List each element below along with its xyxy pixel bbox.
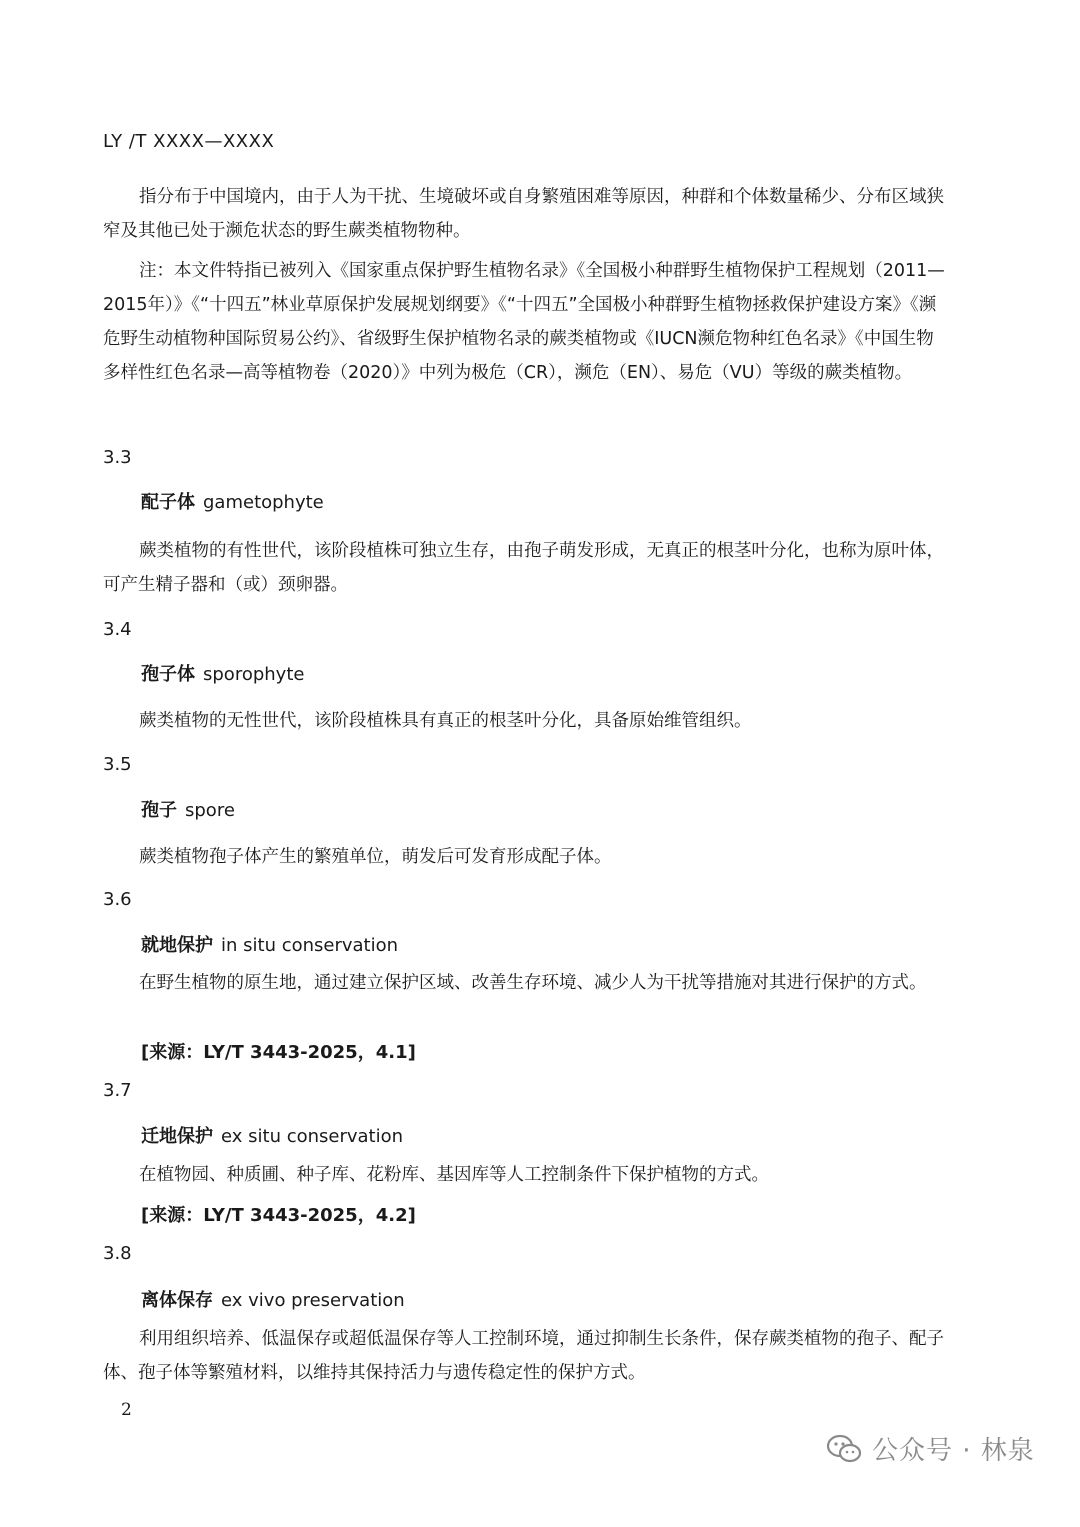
standard-code-header: LY /T XXXX—XXXX (103, 131, 275, 152)
term-name-zh: 孢子 (141, 800, 177, 821)
term-definition: 蕨类植物孢子体产生的繁殖单位，萌发后可发育形成配子体。 (139, 847, 612, 867)
watermark-text: 公众号 · 林泉 (872, 1436, 1035, 1466)
term-name-zh: 孢子体 (141, 664, 195, 685)
term-definition: 蕨类植物的有性世代，该阶段植株可独立生存，由孢子萌发形成，无真正的根茎叶分化，也称为原叶体，可产生精子器和（或）颈卵器。 (103, 541, 944, 595)
term-name-zh: 就地保护 (141, 935, 213, 956)
term-heading (141, 488, 324, 514)
term-number: 3.8 (103, 1243, 132, 1264)
term-number: 3.3 (103, 447, 132, 468)
intro-definition: 指分布于中国境内，由于人为干扰、生境破坏或自身繁殖困难等原因，种群和个体数量稀少、分布区域狭窄及其他已处于濒危状态的野生蕨类植物物种。 (103, 187, 944, 241)
term-number: 3.4 (103, 619, 132, 640)
term-name-en: ex vivo preservation (221, 1290, 405, 1311)
term-definition: 在野生植物的原生地，通过建立保护区域、改善生存环境、减少人为干扰等措施对其进行保护的方式。 (139, 973, 927, 993)
term-source: [来源：LY/T 3443-2025，4.2] (141, 1205, 416, 1226)
term-source: [来源：LY/T 3443-2025，4.1] (141, 1042, 416, 1063)
wechat-icon (826, 1434, 862, 1464)
term-definition: 利用组织培养、低温保存或超低温保存等人工控制环境，通过抑制生长条件，保存蕨类植物的孢子、配子体、孢子体等繁殖材料，以维持其保持活力与遗传稳定性的保护方式。 (103, 1329, 944, 1383)
term-number: 3.5 (103, 754, 132, 775)
term-definition: 在植物园、种质圃、种子库、花粉库、基因库等人工控制条件下保护植物的方式。 (139, 1165, 769, 1185)
term-number: 3.7 (103, 1080, 132, 1101)
term-name-zh: 离体保存 (141, 1290, 213, 1311)
term-name-en: gametophyte (203, 492, 324, 513)
term-name-zh: 配子体 (141, 492, 195, 513)
watermark (826, 1430, 1035, 1467)
term-name-en: in situ conservation (221, 935, 399, 956)
term-definition: 蕨类植物的无性世代，该阶段植株具有真正的根茎叶分化，具备原始维管组织。 (139, 711, 752, 731)
term-heading (141, 931, 398, 957)
intro-note: 注：本文件特指已被列入《国家重点保护野生植物名录》《全国极小种群野生植物保护工程规划（2011—2015年）》《“十四五”林业草原保护发展规划纲要》《“十四五”全国极小种群野生植物拯救保护建设方案》《濒危野生动植物种国际贸易公约》、省级野生保护植物名录的蕨类植物或《IUCN濒危物种红色名录》《中国生物多样性红色名录—高等植物卷（2020）》中列为极危（CR），濒危（EN）、易危（VU）等级的蕨类植物。 (103, 261, 945, 383)
term-heading (141, 660, 304, 686)
term-name-en: ex situ conservation (221, 1126, 404, 1147)
page-number: 2 (121, 1400, 132, 1420)
term-heading (141, 1286, 405, 1312)
term-heading (141, 796, 235, 822)
term-name-en: spore (185, 800, 235, 821)
term-name-zh: 迁地保护 (141, 1126, 213, 1147)
term-number: 3.6 (103, 889, 132, 910)
term-name-en: sporophyte (203, 664, 305, 685)
term-heading (141, 1122, 403, 1148)
